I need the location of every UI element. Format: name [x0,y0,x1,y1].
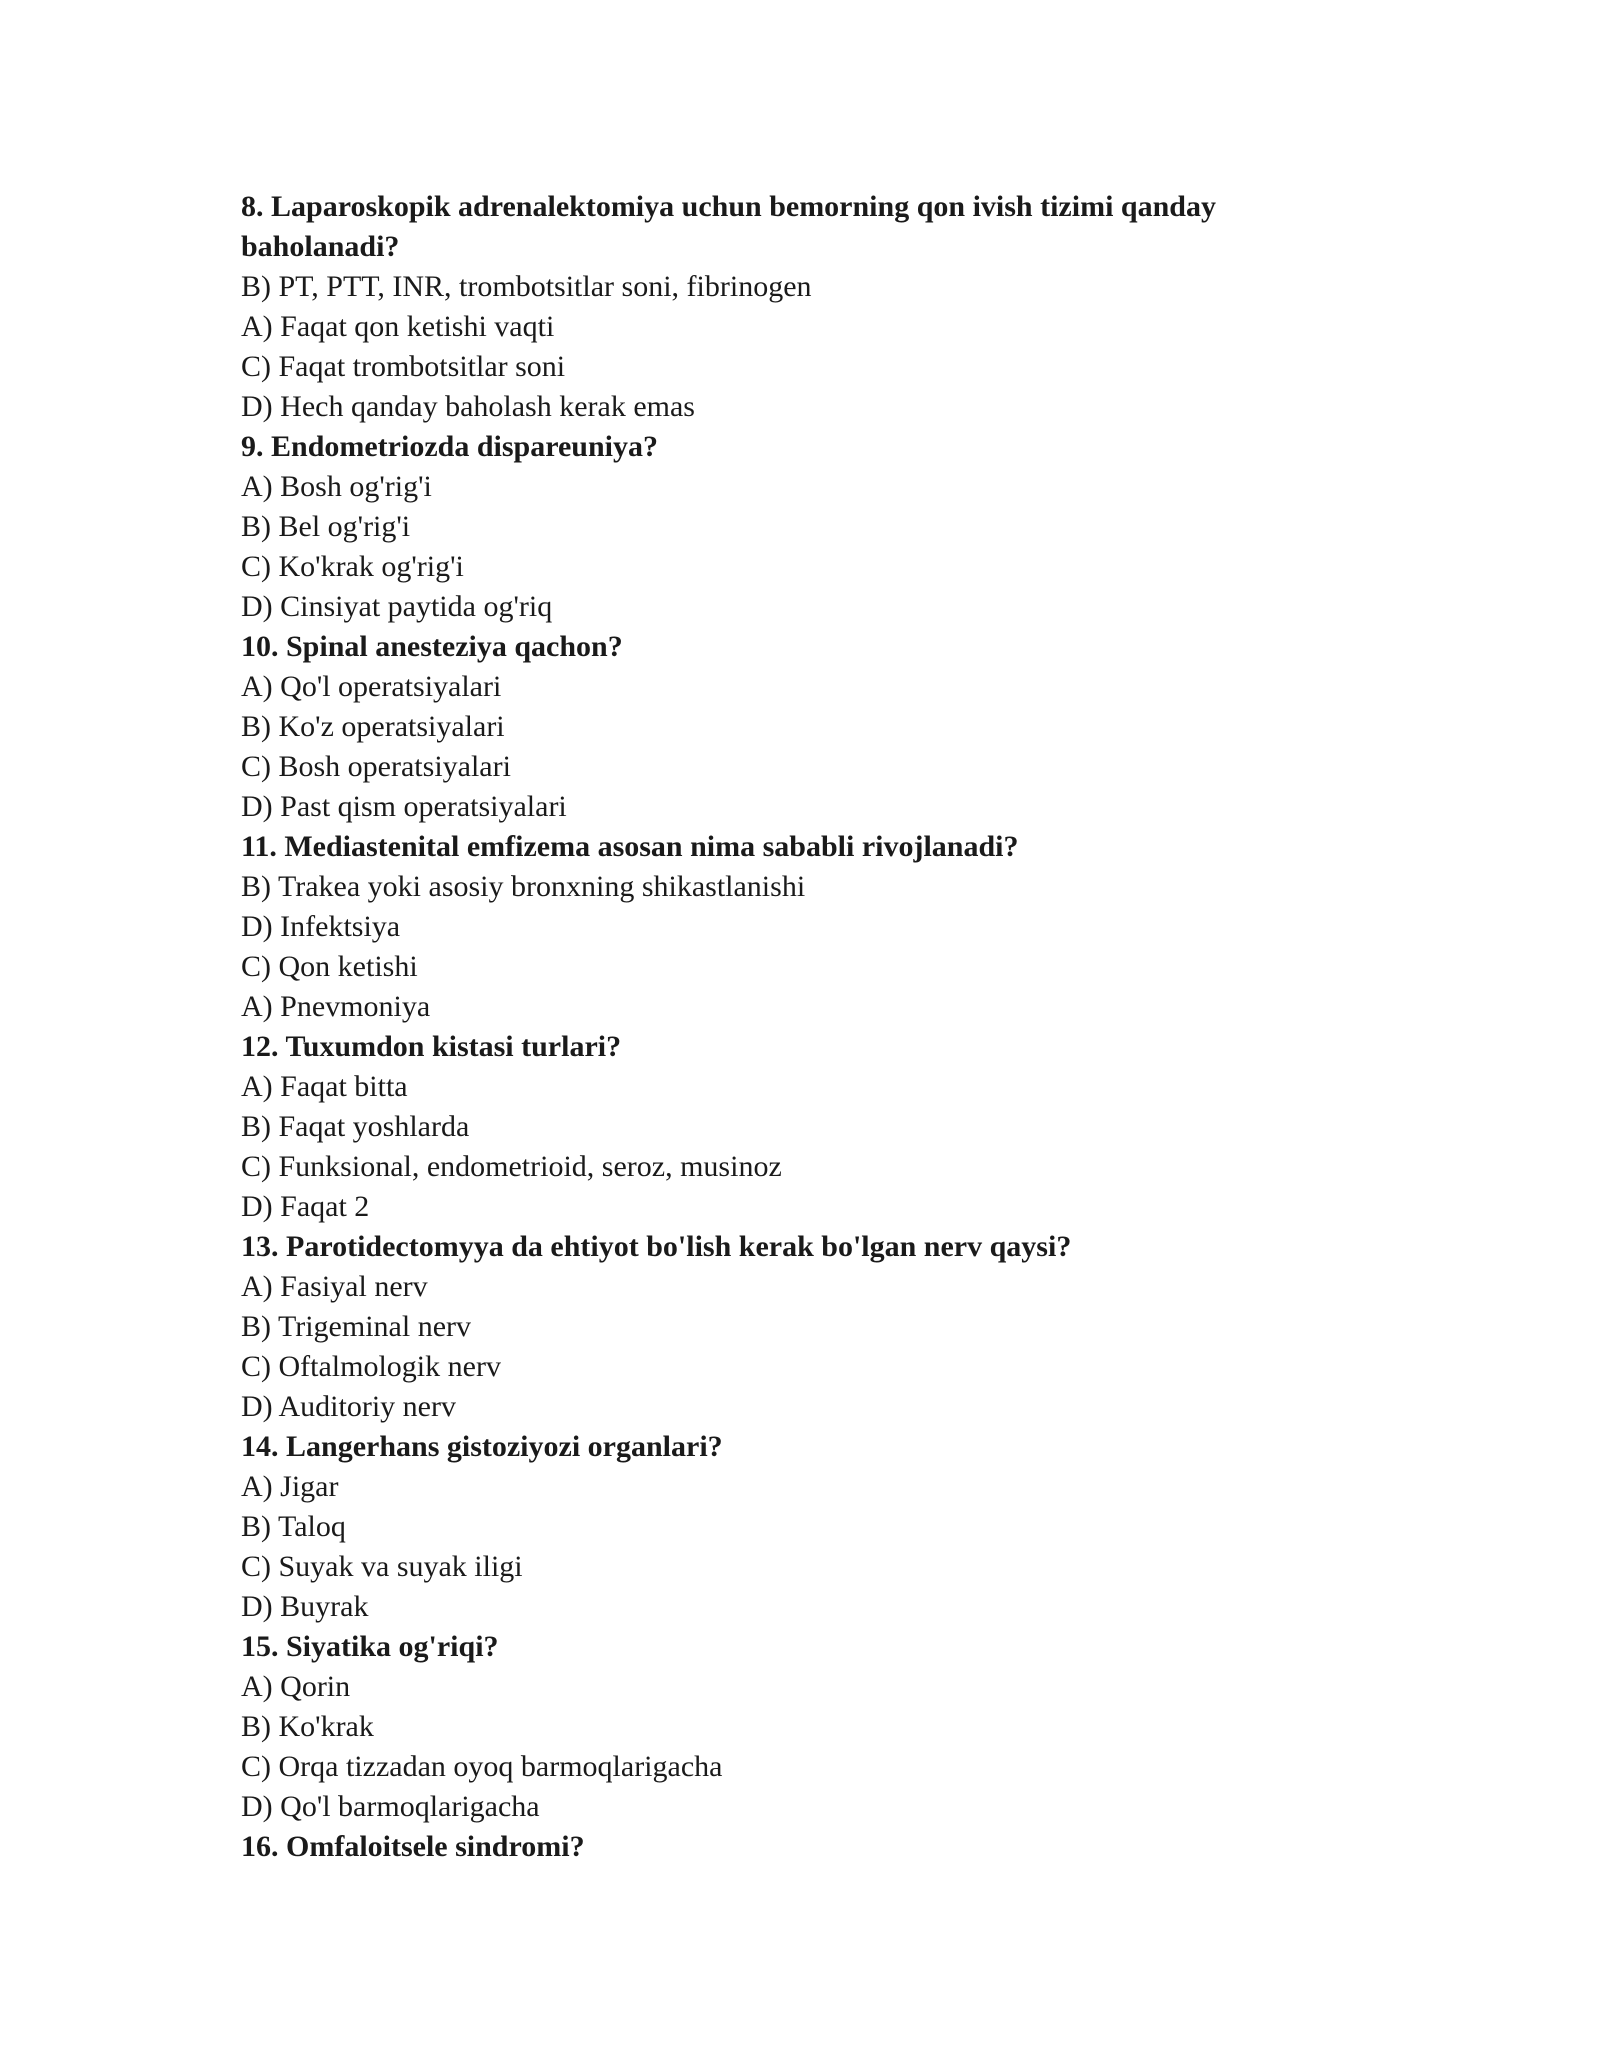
answer-option: C) Funksional, endometrioid, seroz, musinoz [241,1150,782,1183]
answer-option: A) Jigar [241,1470,339,1503]
answer-option: B) Trigeminal nerv [241,1310,471,1343]
question-title: 8. Laparoskopik adrenalektomiya uchun bemorning qon ivish tizimi qanday baholanadi? [241,190,1216,263]
question-block [241,827,1371,1027]
answer-option: A) Fasiyal nerv [241,1270,428,1303]
answer-option: B) Faqat yoshlarda [241,1110,470,1143]
answer-option: C) Qon ketishi [241,950,418,983]
question-block [241,1427,1371,1627]
question-title: 10. Spinal anesteziya qachon? [241,630,623,663]
question-list [241,187,1371,1867]
answer-option: A) Bosh og'rig'i [241,470,432,503]
question-block [241,1827,1371,1867]
question-title: 13. Parotidectomyya da ehtiyot bo'lish kerak bo'lgan nerv qaysi? [241,1230,1072,1263]
question-block [241,627,1371,827]
answer-option: D) Infektsiya [241,910,401,943]
question-block [241,187,1371,427]
answer-option: C) Suyak va suyak iligi [241,1550,523,1583]
answer-option: D) Buyrak [241,1590,369,1623]
question-title: 15. Siyatika og'riqi? [241,1630,499,1663]
answer-option: B) Bel og'rig'i [241,510,411,543]
answer-option: B) Taloq [241,1510,346,1543]
answer-option: D) Faqat 2 [241,1190,370,1223]
question-title: 12. Tuxumdon kistasi turlari? [241,1030,622,1063]
question-title: 9. Endometriozda dispareuniya? [241,430,658,463]
answer-option: A) Pnevmoniya [241,990,431,1023]
answer-option: D) Past qism operatsiyalari [241,790,567,823]
answer-option: C) Ko'krak og'rig'i [241,550,464,583]
answer-option: C) Bosh operatsiyalari [241,750,511,783]
answer-option: B) Trakea yoki asosiy bronxning shikastlanishi [241,870,806,903]
question-title: 11. Mediastenital emfizema asosan nima sababli rivojlanadi? [241,830,1019,863]
answer-option: B) Ko'z operatsiyalari [241,710,505,743]
answer-option: A) Faqat bitta [241,1070,408,1103]
answer-option: B) Ko'krak [241,1710,374,1743]
answer-option: C) Faqat trombotsitlar soni [241,350,566,383]
answer-option: D) Cinsiyat paytida og'riq [241,590,553,623]
question-block [241,1227,1371,1427]
answer-option: B) PT, PTT, INR, trombotsitlar soni, fibrinogen [241,270,812,303]
question-block [241,1627,1371,1827]
answer-option: C) Oftalmologik nerv [241,1350,501,1383]
answer-option: D) Hech qanday baholash kerak emas [241,390,695,423]
answer-option: A) Qo'l operatsiyalari [241,670,502,703]
question-title: 14. Langerhans gistoziyozi organlari? [241,1430,723,1463]
answer-option: D) Qo'l barmoqlarigacha [241,1790,540,1823]
answer-option: A) Faqat qon ketishi vaqti [241,310,555,343]
question-title: 16. Omfaloitsele sindromi? [241,1830,585,1863]
question-block [241,427,1371,627]
answer-option: D) Auditoriy nerv [241,1390,456,1423]
answer-option: A) Qorin [241,1670,351,1703]
question-block [241,1027,1371,1227]
answer-option: C) Orqa tizzadan oyoq barmoqlarigacha [241,1750,723,1783]
